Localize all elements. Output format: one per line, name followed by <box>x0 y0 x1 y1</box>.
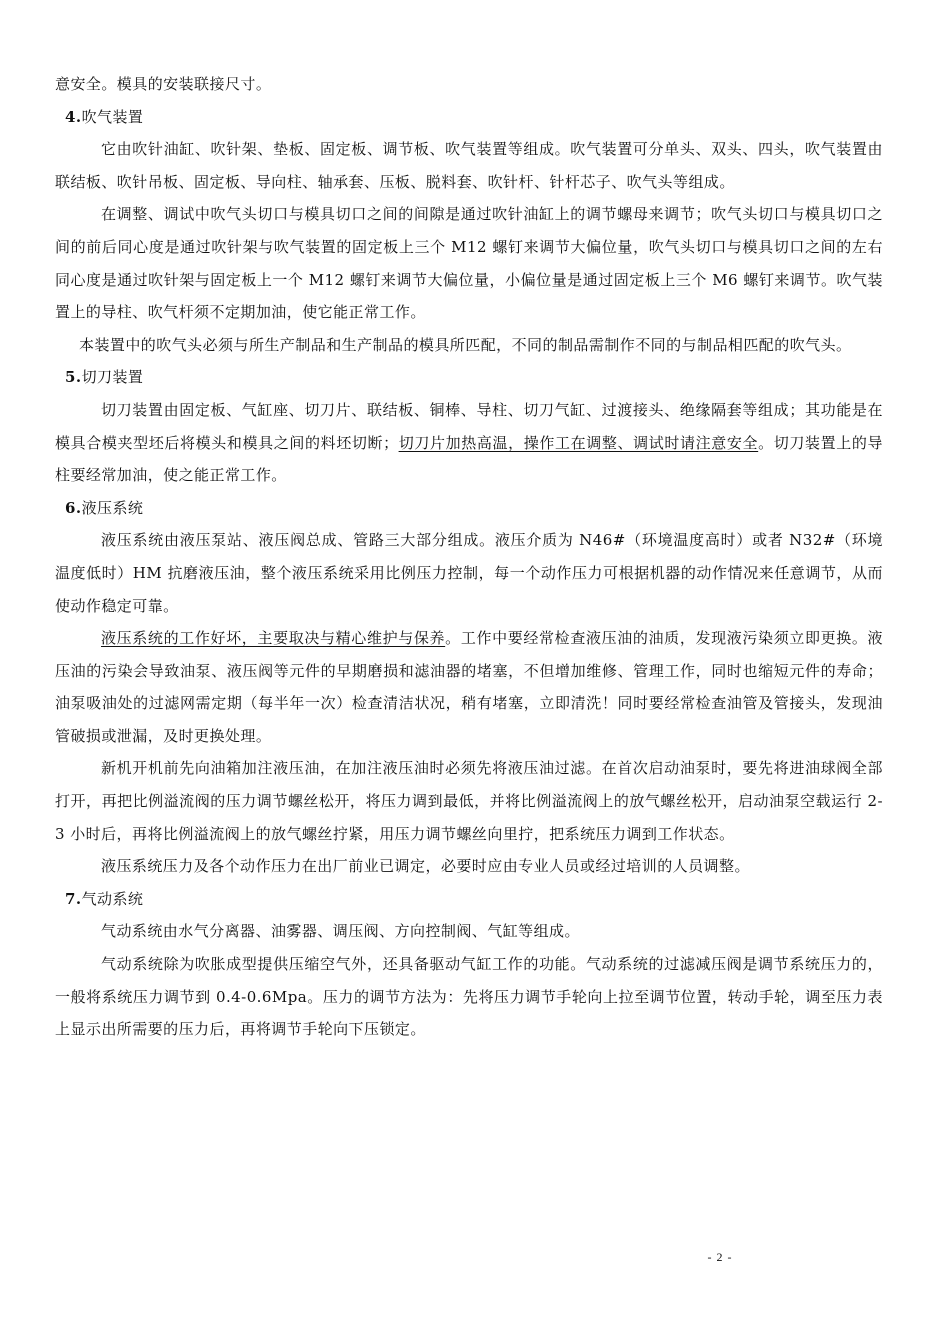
body-paragraph <box>55 622 883 752</box>
body-paragraph <box>55 329 883 362</box>
section-title: 吹气装置 <box>81 107 144 126</box>
paragraph-text: 本装置中的吹气头必须与所生产制品和生产制品的模具所匹配，不同的制品需制作不同的与制品相匹配的吹气头。 <box>79 335 852 354</box>
body-paragraph <box>55 850 883 883</box>
body-paragraph <box>55 948 883 1046</box>
paragraph-text: 气动系统除为吹胀成型提供压缩空气外，还具备驱动气缸工作的功能。气动系统的过滤减压阀是调节系统压力的，一般将系统压力调节到 0.4-0.6Mpa。压力的调节方法为：先将压力调节手轮向上拉至调节位置，转动手轮，调至压力表上显示出所需要的压力后，再将调节手轮向下压锁定。 <box>55 955 883 1039</box>
document-body <box>55 68 883 1046</box>
body-paragraph <box>55 68 883 101</box>
paragraph-text: 它由吹针油缸、吹针架、垫板、固定板、调节板、吹气装置等组成。吹气装置可分单头、双头、四头，吹气装置由联结板、吹针吊板、固定板、导向柱、轴承套、压板、脱料套、吹针杆、针杆芯子、吹气头等组成。 <box>55 140 883 191</box>
section-number: 5. <box>65 368 82 387</box>
body-paragraph <box>55 133 883 198</box>
section-heading <box>55 361 883 394</box>
section-number: 7. <box>65 889 82 908</box>
underlined-text: 液压系统的工作好坏，主要取决与精心维护与保养 <box>101 629 446 648</box>
paragraph-text: 切刀装置由固定板、气缸座、切刀片、联结板、铜棒、导柱、切刀气缸、过渡接头、绝缘隔套等组成；其功能是在模具合模夹型坯后将模头和模具之间的料坯切断； <box>55 400 883 452</box>
section-number: 6. <box>65 498 82 517</box>
body-paragraph <box>55 752 883 850</box>
body-paragraph <box>55 394 883 492</box>
paragraph-text: 气动系统由水气分离器、油雾器、调压阀、方向控制阀、气缸等组成。 <box>101 922 580 941</box>
body-paragraph <box>55 198 883 328</box>
section-number: 4. <box>65 107 82 126</box>
paragraph-text: 新机开机前先向油箱加注液压油，在加注液压油时必须先将液压油过滤。在首次启动油泵时，要先将进油球阀全部打开，再把比例溢流阀的压力调节螺丝松开，将压力调到最低，并将比例溢流阀上的放气螺丝松开，启动油泵空载运行 2-3 小时后，再将比例溢流阀上的放气螺丝拧紧，用压力调节螺丝向里拧，把系统压力调到工作状态。 <box>55 759 883 843</box>
paragraph-text: 。切刀装置上的导柱要经常加油，使之能正常工作。 <box>55 433 884 485</box>
paragraph-text: 液压系统压力及各个动作压力在出厂前业已调定，必要时应由专业人员或经过培训的人员调整。 <box>101 857 750 876</box>
section-heading <box>55 101 883 134</box>
underlined-text: 切刀片加热高温，操作工在调整、调试时请注意安全 <box>398 433 759 452</box>
paragraph-text: 意安全。模具的安装联接尺寸。 <box>55 75 272 93</box>
paragraph-text: 液压系统由液压泵站、液压阀总成、管路三大部分组成。液压介质为 N46#（环境温度高时）或者 N32#（环境温度低时）HM 抗磨液压油，整个液压系统采用比例压力控制，每一个动作压力可根据机器的动作情况来任意调节，从而使动作稳定可靠。 <box>55 531 883 615</box>
paragraph-text: 。工作中要经常检查液压油的油质，发现液污染须立即更换。液压油的污染会导致油泵、液压阀等元件的早期磨损和滤油器的堵塞，不但增加维修、管理工作，同时也缩短元件的寿命；油泵吸油处的过滤网需定期（每半年一次）检查清洁状况，稍有堵塞，立即清洗！同时要经常检查油管及管接头，发现油管破损或泄漏，及时更换处理。 <box>55 629 884 745</box>
section-title: 气动系统 <box>81 889 144 908</box>
body-paragraph <box>55 915 883 948</box>
section-heading <box>55 883 883 916</box>
section-title: 液压系统 <box>81 498 144 517</box>
section-heading <box>55 492 883 525</box>
section-title: 切刀装置 <box>81 368 144 387</box>
page-number: - 2 - <box>707 1250 733 1264</box>
paragraph-text: 在调整、调试中吹气头切口与模具切口之间的间隙是通过吹针油缸上的调节螺母来调节；吹气头切口与模具切口之间的前后同心度是通过吹针架与吹气装置的固定板上三个 M12 螺钉来调节大偏位量，吹气头切口与模具切口之间的左右同心度是通过吹针架与固定板上一个 M12 螺钉来调节大偏位量，小偏位量是通过固定板上三个 M6 螺钉来调节。吹气装置上的导柱、吹气杆须不定期加油，使它能正常工作。 <box>55 205 883 322</box>
body-paragraph <box>55 524 883 622</box>
